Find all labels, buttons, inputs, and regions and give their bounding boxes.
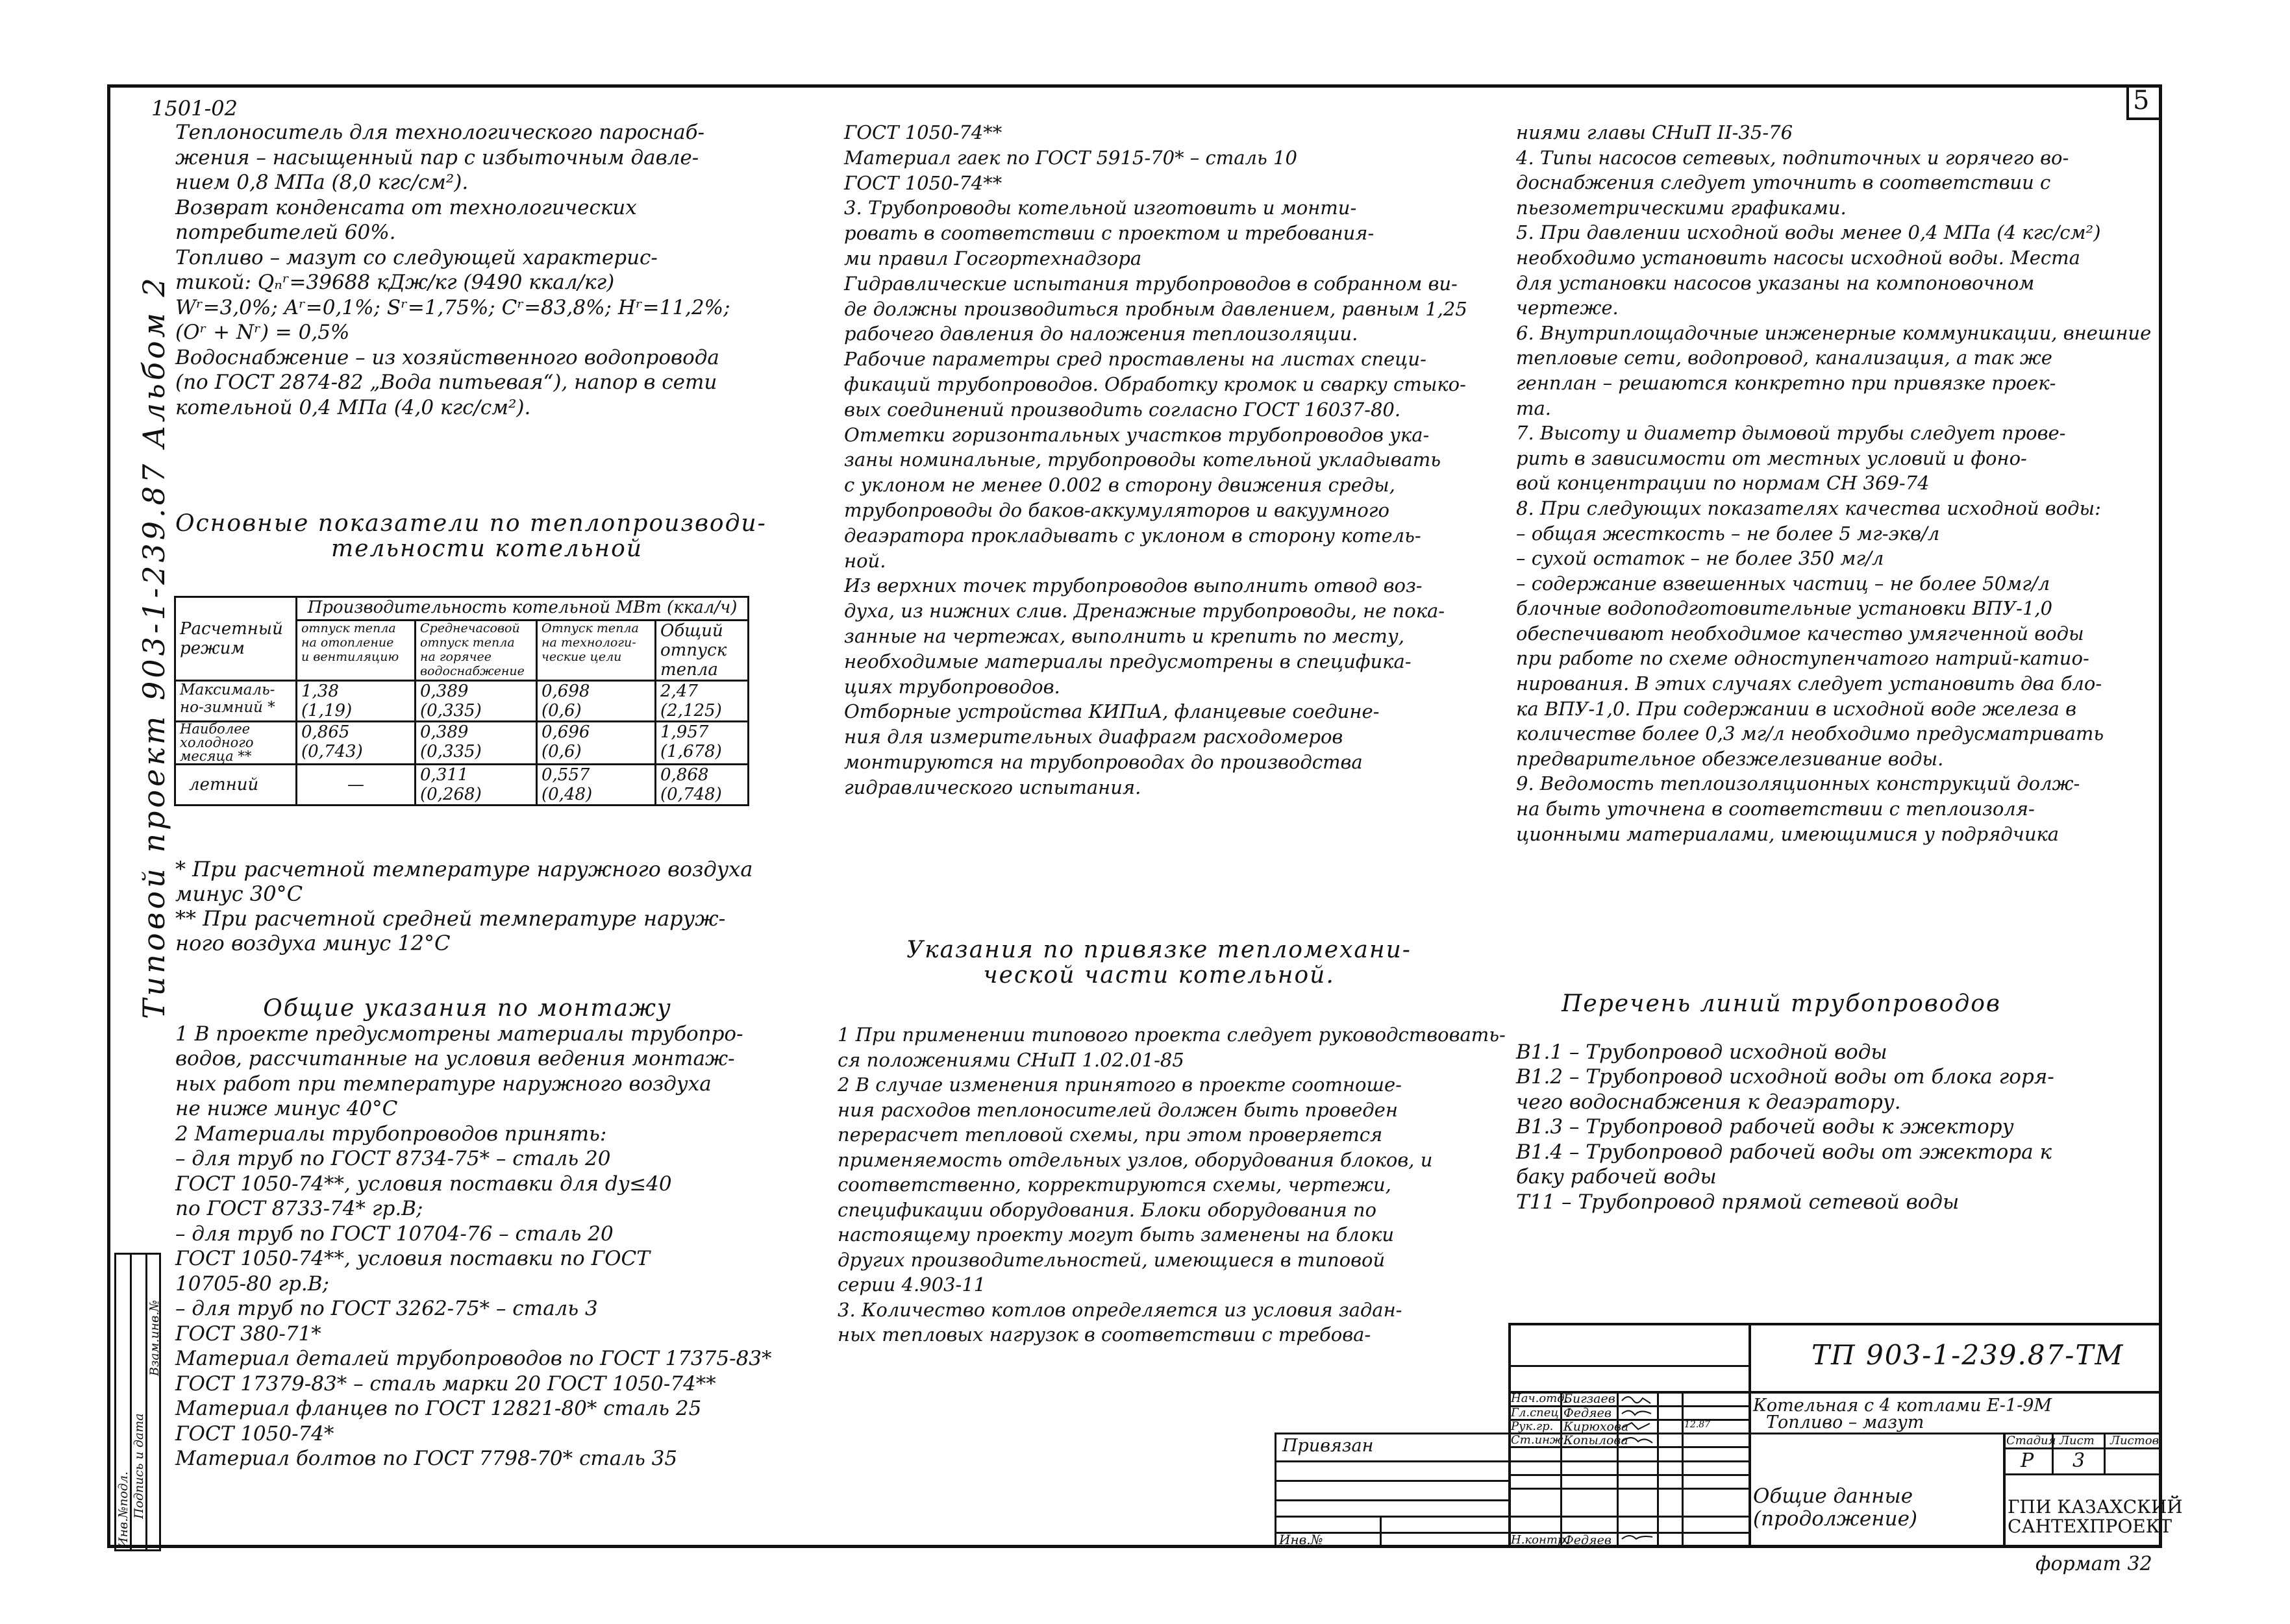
text-line: ГОСТ 1050-74**, условия поставки для dy≤40	[175, 1172, 672, 1196]
org-line: САНТЕХПРОЕКТ	[2008, 1516, 2172, 1537]
role-label: Рук.гр.	[1511, 1420, 1554, 1433]
org-line: ГПИ КАЗАХСКИЙ	[2008, 1496, 2183, 1518]
text-line: 4. Типы насосов сетевых, подпиточных и горячего во-	[1516, 146, 2069, 169]
text-line: нием 0,8 МПа (8,0 кгс/см²).	[175, 171, 469, 194]
stamp-line	[1275, 1433, 1276, 1548]
stamp-line	[1275, 1460, 1508, 1462]
header-line: отпуск тепла	[420, 635, 515, 650]
text-line: ГОСТ 1050-74**	[844, 171, 1002, 194]
text-line: чертеже.	[1516, 297, 1619, 319]
binding-title	[851, 938, 1467, 988]
text-line: ГОСТ 1050-74**, условия поставки по ГОСТ	[175, 1247, 650, 1270]
role-label: Нач.отд.	[1511, 1392, 1569, 1405]
text-line: 6. Внутриплощадочные инженерные коммуникации, внешние	[1516, 321, 2152, 344]
header-line: и вентиляцию	[301, 650, 399, 664]
cell-alt: (0,335)	[420, 701, 482, 720]
col-header	[656, 621, 749, 681]
text-line: настоящему проекту могут быть заменены на блоки	[838, 1224, 1395, 1246]
text-line: (Oʳ + Nʳ) = 0,5%	[175, 321, 350, 344]
performance-table	[174, 596, 749, 806]
doc-code: ТП 903-1-239.87-ТМ	[1811, 1339, 2124, 1371]
text-line: 1 При применении типового проекта следует руководствовать-	[838, 1024, 1506, 1046]
text-line: монтируются на трубопроводах до производства	[844, 750, 1363, 773]
note-line: * При расчетной температуре наружного воздуха	[175, 857, 753, 881]
header-line: режим	[180, 639, 245, 658]
col-header	[537, 621, 656, 681]
text-line: количестве более 0,3 мг/л необходимо предусматривать	[1516, 722, 2104, 745]
text-line: – для труб по ГОСТ 3262-75* – сталь 3	[175, 1297, 598, 1320]
label-line: холодного	[180, 735, 254, 750]
text-line: Водоснабжение – из хозяйственного водопровода	[175, 345, 719, 369]
text-line: Материал фланцев по ГОСТ 12821-80* сталь 25	[175, 1397, 702, 1420]
text-line: при работе по схеме одноступенчатого натрий-катио-	[1516, 647, 2089, 670]
regime-header	[175, 597, 297, 681]
table-row	[175, 765, 749, 806]
text-line: ся положениями СНиП 1.02.01-85	[838, 1048, 1184, 1071]
text-line: соответственно, корректируются схемы, чертежи,	[838, 1174, 1391, 1196]
note-line: ного воздуха минус 12°C	[175, 931, 451, 955]
sheet-name-line: (продолжение)	[1753, 1507, 1918, 1531]
person-name: Федяев	[1563, 1406, 1612, 1420]
stamp-line	[1275, 1480, 1508, 1482]
text-line: Возврат конденсата от технологических	[175, 195, 637, 219]
header-line: водоснабжение	[420, 664, 525, 678]
column-2-instructions	[844, 120, 1467, 800]
table-cell	[537, 722, 656, 765]
table-title-line: тельности котельной	[331, 535, 643, 562]
table-cell	[297, 681, 416, 722]
row-label	[175, 722, 297, 765]
text-line: Отборные устройства КИПиА, фланцевые соедине-	[844, 700, 1380, 723]
table-cell	[416, 681, 537, 722]
stamp-line	[2003, 1473, 2162, 1475]
text-line: водов, рассчитанные на условия ведения монтаж-	[175, 1047, 735, 1070]
text-line: 10705-80 гр.В;	[175, 1272, 329, 1296]
pipeline-item: чего водоснабжения к деаэратору.	[1516, 1090, 1901, 1114]
header-line: тепла	[660, 660, 718, 680]
montage-title: Общие указания по монтажу	[263, 995, 672, 1022]
header-line: Отпуск тепла	[541, 621, 639, 635]
table-cell	[416, 765, 537, 806]
text-line: других производительностей, имеющиеся в типовой	[838, 1248, 1386, 1271]
cell-alt: (1,678)	[660, 742, 722, 761]
text-line: занные на чертежах, выполнить и крепить по месту,	[844, 624, 1404, 647]
text-line: 1 В проекте предусмотрены материалы трубопро-	[175, 1022, 743, 1046]
text-line: ния для измерительных диафрагм расходомеров	[844, 726, 1343, 748]
text-line: ния расходов теплоносителей должен быть проведен	[838, 1098, 1398, 1121]
pipeline-item: В1.2 – Трубопровод исходной воды от блока горя-	[1516, 1065, 2054, 1089]
text-line: – для труб по ГОСТ 8734-75* – сталь 20	[175, 1147, 611, 1170]
text-line: Отметки горизонтальных участков трубопроводов ука-	[844, 423, 1430, 446]
table-cell	[656, 681, 749, 722]
header-line: Расчетный	[180, 619, 283, 639]
text-line: рить в зависимости от местных условий и фоно-	[1516, 447, 2027, 469]
text-line: Гидравлические испытания трубопроводов в собранном ви-	[844, 272, 1458, 295]
stamp-line	[1682, 1391, 1684, 1548]
inv-label: Инв.№	[1279, 1532, 1323, 1547]
header-line: на технологи-	[541, 635, 636, 650]
table-cell	[656, 765, 749, 806]
text-line: ровать в соответствии с проектом и требования-	[844, 222, 1375, 245]
text-line: 8. При следующих показателях качества исходной воды:	[1516, 497, 2101, 519]
text-line: тепловые сети, водопровод, канализация, а так же	[1516, 347, 2052, 369]
title-line: Указания по привязке тепломехани-	[906, 937, 1412, 963]
text-line: Материал гаек по ГОСТ 5915-70* – сталь 10	[844, 146, 1297, 169]
binding-section	[838, 1022, 1506, 1347]
text-line: по ГОСТ 8733-74* гр.В;	[175, 1197, 423, 1220]
table-row	[175, 681, 749, 722]
label-line: месяца **	[180, 748, 252, 764]
text-line: не ниже минус 40°C	[175, 1097, 398, 1120]
cell-value: 0,311	[420, 765, 469, 785]
stamp-line	[1275, 1499, 1508, 1501]
cell-value: 0,698	[541, 682, 590, 701]
person-name: Кирюхова	[1563, 1420, 1629, 1434]
text-line: – общая жесткость – не более 5 мг-экв/л	[1516, 522, 1940, 545]
text-line: блочные водоподготовительные установки ВПУ-1,0	[1516, 597, 2053, 620]
pipeline-item: баку рабочей воды	[1516, 1165, 1717, 1188]
text-line: циях трубопроводов.	[844, 675, 1060, 698]
table-row	[175, 722, 749, 765]
header-line: отпуск	[660, 641, 727, 660]
text-line: с уклоном не менее 0.002 в сторону движения среды,	[844, 474, 1395, 497]
label-line: но-зимний *	[180, 699, 275, 716]
text-line: ных тепловых нагрузок в соответствии с требова-	[838, 1323, 1371, 1346]
pipelines-section	[1516, 992, 2054, 1214]
table-cell	[297, 722, 416, 765]
text-line: применяемость отдельных узлов, оборудования блоков, и	[838, 1148, 1433, 1171]
text-line: пьезометрическими графиками.	[1516, 196, 1847, 219]
text-line: фикаций трубопроводов. Обработку кромок и сварку стыко-	[844, 373, 1466, 395]
text-line: ГОСТ 1050-74*	[175, 1421, 334, 1446]
project-vertical-label: Типовой проект 903-1-239.87 Альбом 2	[136, 275, 171, 1019]
corner-code: 1501-02	[151, 96, 238, 121]
pipeline-item: Т11 – Трубопровод прямой сетевой воды	[1516, 1190, 1960, 1214]
header-line: на отопление	[301, 635, 394, 650]
text-line: 7. Высоту и диаметр дымовой трубы следует прове-	[1516, 422, 2066, 445]
table-notes	[175, 857, 753, 955]
format-label: формат 32	[2035, 1553, 2152, 1575]
text-line: рабочего давления до наложения теплоизоляции.	[844, 323, 1358, 345]
text-line: ка ВПУ-1,0. При содержании в исходной воде железа в	[1516, 697, 2076, 720]
header-line: ческие цели	[541, 650, 622, 664]
cell-value: 1,38	[301, 682, 339, 701]
text-line: та.	[1516, 397, 1552, 419]
control-role: Н.контр.	[1511, 1533, 1569, 1547]
stamp-line	[1749, 1323, 1751, 1548]
text-line: гидравлического испытания.	[844, 776, 1141, 798]
cell-value: 0,557	[541, 765, 590, 785]
text-line: спецификации оборудования. Блоки оборудования по	[838, 1198, 1377, 1221]
role-label: Гл.спец.	[1511, 1406, 1563, 1420]
sheet-name-line: Общие данные	[1753, 1484, 1913, 1508]
role-label: Ст.инж.	[1511, 1433, 1567, 1447]
text-line: котельной 0,4 МПа (4,0 кгс/см²).	[175, 395, 531, 419]
cell-alt: (0,48)	[541, 785, 593, 804]
stamp-date: 12.87	[1684, 1420, 1711, 1430]
text-line: Из верхних точек трубопроводов выполнить отвод воз-	[844, 574, 1423, 597]
cell-value: 0,389	[420, 722, 469, 742]
text-line: 5. При давлении исходной воды менее 0,4 МПа (4 кгс/см²)	[1516, 221, 2101, 244]
text-line: генплан – решаются конкретно при привязке проек-	[1516, 371, 2056, 394]
text-line: серии 4.903-11	[838, 1273, 986, 1296]
title-line: ческой части котельной.	[983, 961, 1335, 989]
note-line: минус 30°C	[175, 881, 303, 906]
text-line: 2 В случае изменения принятого в проекте соотноше-	[838, 1074, 1402, 1096]
label-line: летний	[189, 775, 259, 794]
stamp-title-line: Котельная с 4 котлами Е-1-9М	[1753, 1396, 2052, 1416]
cell-value: 1,957	[660, 722, 709, 742]
text-line: предварительное обезжелезивание воды.	[1516, 747, 1944, 770]
cell-alt: (0,6)	[541, 742, 582, 761]
stamp-line	[1380, 1516, 1382, 1548]
column-1-specs	[175, 120, 730, 420]
privyazan-label: Привязан	[1282, 1436, 1374, 1456]
text-line: 3. Количество котлов определяется из условия задан-	[838, 1298, 1402, 1321]
pipeline-item: В1.3 – Трубопровод рабочей воды к эжектору	[1516, 1115, 2014, 1138]
table-cell	[537, 765, 656, 806]
sheet-value: 3	[2072, 1449, 2085, 1472]
stamp-line	[1275, 1433, 1508, 1434]
stage-value: Р	[2021, 1449, 2034, 1472]
text-line: (по ГОСТ 2874-82 „Вода питьевая“), напор в сети	[175, 371, 717, 394]
text-line: 3. Трубопроводы котельной изготовить и монти-	[844, 197, 1357, 219]
text-line: ных работ при температуре наружного воздуха	[175, 1072, 712, 1096]
text-line: ционными материалами, имеющимися у подрядчика	[1516, 822, 2060, 845]
cell-value: —	[347, 775, 364, 794]
montage-section	[175, 996, 772, 1471]
stamp-line	[1275, 1516, 1508, 1518]
text-line: – для труб по ГОСТ 10704-76 – сталь 20	[175, 1222, 614, 1246]
control-name: Федяев	[1563, 1533, 1612, 1547]
text-line: перерасчет тепловой схемы, при этом проверяется	[838, 1124, 1383, 1146]
text-line: ми правил Госгортехнадзора	[844, 247, 1142, 269]
page-number: 5	[2133, 86, 2150, 116]
strip-label-replace: Взам.инв.№	[147, 1299, 162, 1376]
text-line: ГОСТ 380-71*	[175, 1322, 321, 1346]
cell-alt: (1,19)	[301, 701, 353, 720]
cell-value: 0,389	[420, 682, 469, 701]
col-header	[416, 621, 537, 681]
stage-header: Лист	[2060, 1434, 2095, 1447]
group-header: Производительность котельной МВт (ккал/ч)	[297, 597, 749, 621]
person-name: Бигзаев	[1563, 1392, 1615, 1406]
text-line: – сухой остаток – не более 350 мг/л	[1516, 547, 1884, 570]
table-title-line: Основные показатели по теплопроизводи-	[175, 510, 767, 537]
text-line: нирования. В этих случаях следует установить два бло-	[1516, 672, 2102, 695]
strip-label-inv: Инв.№подл.	[116, 1471, 131, 1548]
text-line: ной.	[844, 549, 886, 572]
text-line: Wʳ=3,0%; Aʳ=0,1%; Sʳ=1,75%; Cʳ=83,8%; Hʳ=11,2%;	[175, 295, 730, 319]
text-line: духа, из нижних слив. Дренажные трубопроводы, не пока-	[844, 600, 1445, 622]
stamp-line	[2003, 1433, 2006, 1548]
stamp-line	[2104, 1433, 2106, 1473]
stamp-line	[1508, 1323, 2162, 1325]
text-line: потребителей 60%.	[175, 221, 396, 244]
text-line: ГОСТ 1050-74**	[844, 121, 1002, 143]
cell-value: 2,47	[660, 682, 698, 701]
text-line: на быть уточнена в соответствии с теплоизоля-	[1516, 798, 2035, 820]
text-line: Материал деталей трубопроводов по ГОСТ 17375-83*	[175, 1347, 772, 1370]
text-line: де должны производиться пробным давлением, равным 1,25	[844, 297, 1467, 320]
stage-header: Стадия	[2006, 1434, 2056, 1447]
cell-alt: (0,6)	[541, 701, 582, 720]
text-line: вых соединений производить согласно ГОСТ 16037-80.	[844, 398, 1401, 421]
table-cell	[656, 722, 749, 765]
cell-alt: (0,748)	[660, 785, 722, 804]
person-name: Копылова	[1563, 1433, 1628, 1447]
text-line: 2 Материалы трубопроводов принять:	[175, 1122, 607, 1146]
text-line: для установки насосов указаны на компоновочном	[1516, 271, 2035, 294]
pipeline-item: В1.1 – Трубопровод исходной воды	[1516, 1040, 1887, 1064]
label-line: Максималь-	[180, 682, 275, 698]
table-row	[175, 597, 749, 621]
cell-alt: (0,268)	[420, 785, 482, 804]
text-line: доснабжения следует уточнить в соответствии с	[1516, 171, 2051, 194]
stage-header: Листов	[2110, 1434, 2159, 1447]
text-line: обеспечивают необходимое качество умягченной воды	[1516, 622, 2084, 645]
text-line: 9. Ведомость теплоизоляционных конструкций долж-	[1516, 772, 2080, 795]
text-line: Теплоноситель для технологического пароснаб-	[175, 121, 705, 144]
text-line: трубопроводы до баков-аккумуляторов и вакуумного	[844, 498, 1389, 521]
cell-value: 0,865	[301, 722, 350, 742]
row-label	[175, 765, 297, 806]
header-line: Общий	[660, 621, 723, 641]
text-line: Материал болтов по ГОСТ 7798-70* сталь 35	[175, 1447, 678, 1470]
cell-value: 0,868	[660, 765, 709, 785]
col-header	[297, 621, 416, 681]
text-line: вой концентрации по нормам СН 369-74	[1516, 472, 1930, 495]
note-line: ** При расчетной средней температуре наруж-	[175, 906, 726, 931]
label-line: Наиболее	[180, 721, 251, 737]
text-line: необходимо установить насосы исходной воды. Места	[1516, 246, 2080, 269]
text-line: Рабочие параметры сред проставлены на листах специ-	[844, 348, 1426, 371]
cell-alt: (2,125)	[660, 701, 722, 720]
text-line: необходимые материалы предусмотрены в спецификa-	[844, 650, 1412, 672]
perf-table-title	[175, 511, 799, 561]
text-line: ниями главы СНиП II-35-76	[1516, 121, 1793, 143]
text-line: жения – насыщенный пар с избыточным давле-	[175, 145, 699, 169]
cell-value: 0,696	[541, 722, 590, 742]
text-line: заны номинальные, трубопроводы котельной укладывать	[844, 449, 1441, 471]
strip-label-sign: Подпись и дата	[132, 1413, 146, 1519]
signature-marks	[1619, 1391, 1658, 1548]
cell-alt: (0,335)	[420, 742, 482, 761]
text-line: деаэратора прокладывать с уклоном в сторону котель-	[844, 524, 1421, 547]
pipelines-title: Перечень линий трубопроводов	[1562, 990, 2001, 1017]
row-label	[175, 681, 297, 722]
header-line: Среднечасовой	[420, 621, 520, 635]
pipeline-item: В1.4 – Трубопровод рабочей воды от эжектора к	[1516, 1140, 2052, 1164]
text-line: ГОСТ 17379-83* – сталь марки 20 ГОСТ 1050-74**	[175, 1372, 716, 1396]
text-line: тикой: Qₙʳ=39688 кДж/кг (9490 ккал/кг)	[175, 271, 615, 294]
table-cell	[537, 681, 656, 722]
stamp-title-line: Топливо – мазут	[1766, 1412, 1924, 1433]
table-cell	[416, 722, 537, 765]
header-line: отпуск тепла	[301, 621, 396, 635]
cell-alt: (0,743)	[301, 742, 363, 761]
table-cell	[297, 765, 416, 806]
header-line: на горячее	[420, 650, 492, 664]
text-line: Топливо – мазут со следующей характерис-	[175, 245, 658, 269]
column-3-notes	[1516, 120, 2151, 846]
text-line: – содержание взвешенных частиц – не более 50мг/л	[1516, 572, 2050, 595]
stamp-line	[1508, 1365, 1749, 1367]
